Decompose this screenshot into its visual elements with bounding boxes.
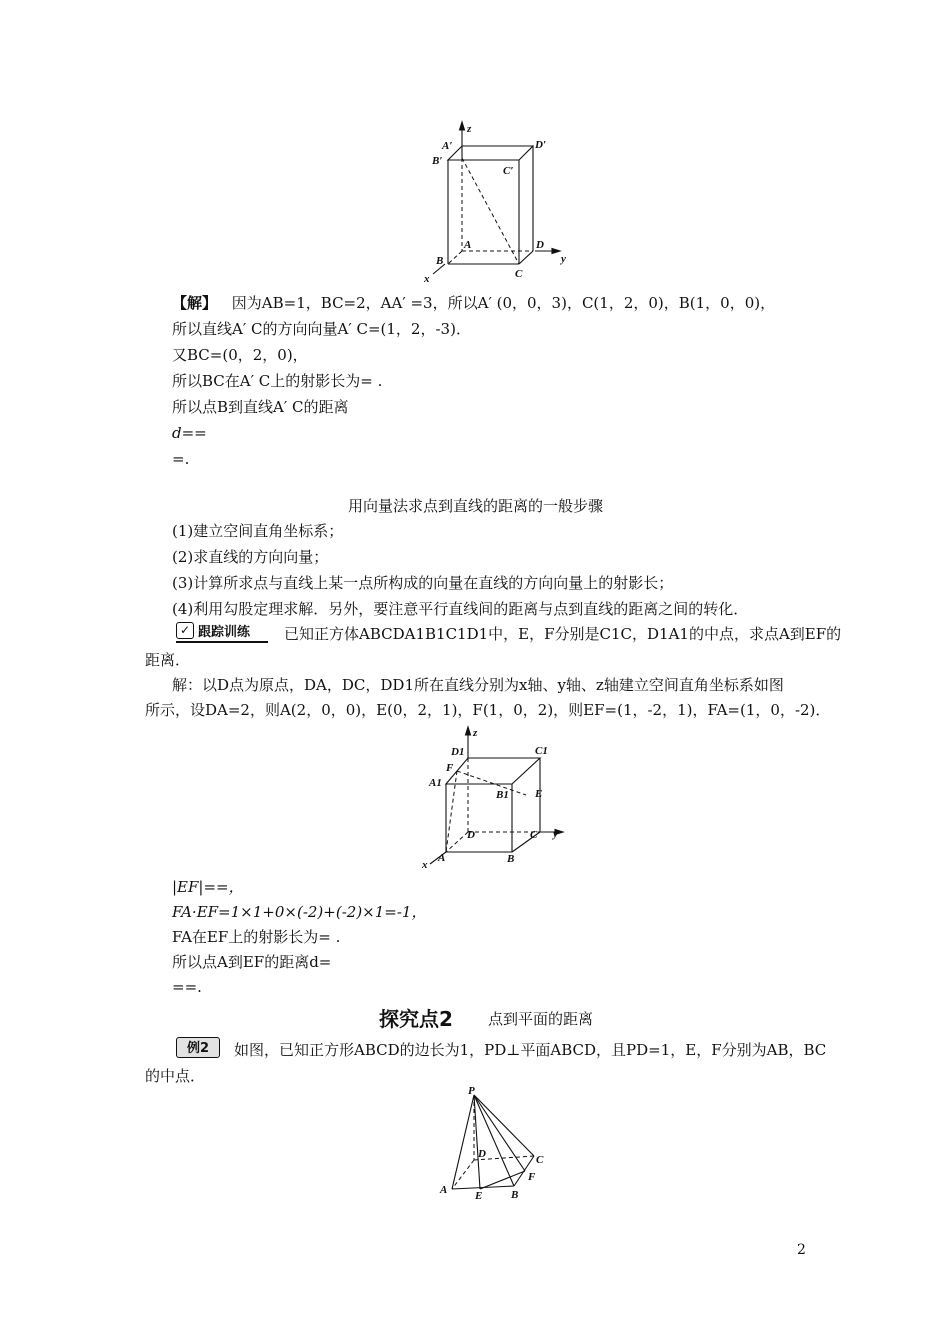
solution-line-7: =. — [172, 450, 190, 468]
label-B: B — [507, 853, 515, 865]
label-D: D — [536, 239, 544, 251]
label-C1: C1 — [535, 745, 548, 757]
label-D: D — [478, 1148, 486, 1160]
method-step-4: (4)利用勾股定理求解．另外，要注意平行直线间的距离与点到直线的距离之间的转化． — [172, 600, 749, 618]
section-heading: 探究点2 — [379, 1007, 453, 1031]
check-icon: ✓ — [176, 622, 194, 639]
label-y: y — [561, 253, 566, 265]
label-B1: B′ — [432, 155, 443, 167]
practice-badge — [176, 621, 250, 640]
page-number: 2 — [797, 1242, 806, 1258]
label-x: x — [422, 859, 428, 871]
label-z: z — [473, 727, 478, 739]
label-y: y — [553, 828, 558, 840]
example-badge — [176, 1037, 220, 1058]
figure-cube-diagram — [418, 722, 568, 872]
label-F: F — [446, 762, 454, 774]
label-A: A — [440, 1184, 448, 1196]
method-step-2: (2)求直线的方向向量； — [172, 548, 329, 566]
figure-box-diagram — [415, 118, 575, 290]
label-B: B — [436, 255, 444, 267]
solution-line-4: 所以BC在A′ C上的射影长为= . — [172, 372, 383, 390]
practice-question-2: 距离． — [145, 651, 191, 669]
label-A1: A1 — [429, 777, 442, 789]
label-C1: C′ — [503, 165, 514, 177]
solution-text-1: 因为AB=1，BC=2，AA′ =3，所以A′ (0，0，3)，C(1，2，0)，B(1，0，0)， — [231, 294, 776, 312]
label-B: B — [511, 1189, 519, 1201]
practice-question-1: 已知正方体ABCDA1B1C1D1中，E，F分别是C1C，D1A1的中点，求点A到EF的 — [284, 625, 842, 643]
practice-after-5: ==. — [172, 978, 202, 996]
label-C: C — [536, 1154, 544, 1166]
example-badge-label: 例2 — [186, 1041, 210, 1056]
solution-line-2: 所以直线A′ C的方向向量A′ C=(1，2，-3)． — [172, 320, 471, 338]
method-title: 用向量法求点到直线的距离的一般步骤 — [348, 497, 604, 515]
example-line-2: 的中点． — [145, 1067, 206, 1085]
label-D1: D1 — [451, 746, 465, 758]
badge-underline — [176, 641, 268, 643]
solution-line-6: d== — [172, 424, 207, 442]
practice-badge-label: 跟踪训练 — [198, 625, 251, 640]
label-D: D — [467, 829, 475, 841]
practice-after-1: |EF|==， — [172, 878, 244, 896]
label-A1: A′ — [442, 140, 453, 152]
label-E: E — [475, 1190, 483, 1202]
method-step-3: (3)计算所求点与直线上某一点所构成的向量在直线的方向向量上的射影长； — [172, 574, 674, 592]
figure-pyramid-diagram — [430, 1085, 555, 1205]
label-A: A — [464, 239, 472, 251]
label-P: P — [468, 1085, 475, 1097]
label-F: F — [528, 1171, 536, 1183]
label-z: z — [467, 123, 472, 135]
method-step-1: (1)建立空间直角坐标系； — [172, 522, 344, 540]
label-A: A — [438, 852, 446, 864]
label-C: C — [515, 268, 523, 280]
practice-after-3: FA在EF上的射影长为= . — [172, 928, 341, 946]
solution-line-1 — [172, 293, 775, 313]
solution-line-3: 又BC=(0，2，0)， — [172, 346, 308, 364]
practice-after-4: 所以点A到EF的距离d= — [172, 953, 332, 971]
label-x: x — [424, 273, 430, 285]
example-line-1: 如图，已知正方形ABCD的边长为1，PD⊥平面ABCD，且PD=1，E，F分别为AB，BC — [234, 1041, 827, 1059]
practice-solution-2: 所示，设DA=2，则A(2，0，0)，E(0，2，1)，F(1，0，2)，则EF=(1，-2，1)，FA=(1，0，-2)． — [145, 701, 831, 719]
section-subtitle: 点到平面的距离 — [488, 1010, 594, 1028]
label-E: E — [535, 788, 543, 800]
label-B1: B1 — [496, 789, 509, 801]
practice-after-2: FA·EF=1×1+0×(-2)+(-2)×1=-1， — [172, 903, 427, 921]
label-D1: D′ — [535, 139, 547, 151]
practice-solution-1: 解：以D点为原点，DA，DC，DD1所在直线分别为x轴、y轴、z轴建立空间直角坐标系如图 — [172, 676, 784, 694]
solution-line-5: 所以点B到直线A′ C的距离 — [172, 398, 349, 416]
solution-tag: 【解】 — [172, 294, 218, 312]
label-C: C — [530, 829, 538, 841]
